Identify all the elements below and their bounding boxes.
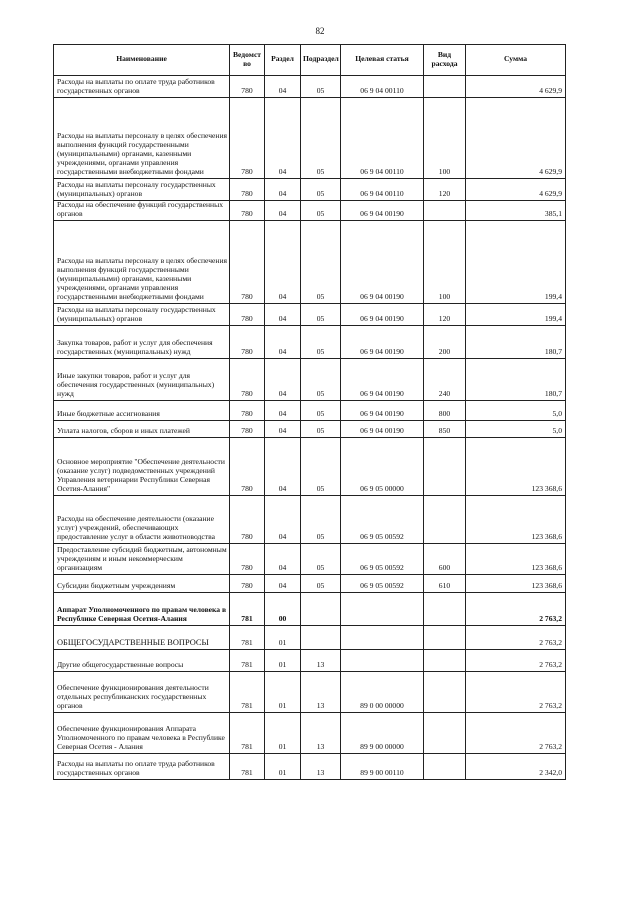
row-subsection xyxy=(301,626,341,650)
row-target-article: 06 9 04 00190 xyxy=(341,221,424,304)
row-section: 01 xyxy=(265,650,301,672)
row-name: Расходы на выплаты по оплате труда работников государственных органов xyxy=(54,76,230,98)
header-subsection: Подраздел xyxy=(301,45,341,76)
row-amount: 199,4 xyxy=(466,304,566,326)
row-subsection: 05 xyxy=(301,304,341,326)
row-subsection: 05 xyxy=(301,401,341,421)
table-header-row xyxy=(54,45,566,76)
row-target-article: 06 9 04 00190 xyxy=(341,304,424,326)
row-amount: 199,4 xyxy=(466,221,566,304)
header-target-article: Целевая статья xyxy=(341,45,424,76)
row-subsection: 13 xyxy=(301,672,341,713)
row-target-article: 06 9 04 00110 xyxy=(341,76,424,98)
row-amount: 2 763,2 xyxy=(466,672,566,713)
row-expense-type xyxy=(424,593,466,626)
row-expense-type: 610 xyxy=(424,575,466,593)
row-target-article: 06 9 05 00592 xyxy=(341,544,424,575)
row-subsection: 05 xyxy=(301,76,341,98)
table-row xyxy=(54,76,566,98)
row-target-article xyxy=(341,626,424,650)
table-row xyxy=(54,359,566,401)
row-section: 00 xyxy=(265,593,301,626)
header-amount: Сумма xyxy=(466,45,566,76)
row-section: 04 xyxy=(265,575,301,593)
row-amount: 123 368,6 xyxy=(466,438,566,496)
row-name: Аппарат Уполномоченного по правам человека в Республике Северная Осетия-Алания xyxy=(54,593,230,626)
table-row xyxy=(54,421,566,438)
row-subsection: 05 xyxy=(301,575,341,593)
row-amount: 4 629,9 xyxy=(466,98,566,179)
row-expense-type: 100 xyxy=(424,98,466,179)
row-department: 780 xyxy=(230,438,265,496)
row-section: 04 xyxy=(265,496,301,544)
row-subsection: 05 xyxy=(301,359,341,401)
row-name: Предоставление субсидий бюджетным, автономным учреждениям и иным некоммерческим организациям xyxy=(54,544,230,575)
row-expense-type: 120 xyxy=(424,304,466,326)
row-expense-type xyxy=(424,438,466,496)
row-section: 04 xyxy=(265,179,301,201)
row-target-article: 06 9 05 00000 xyxy=(341,438,424,496)
row-section: 04 xyxy=(265,98,301,179)
row-expense-type: 100 xyxy=(424,221,466,304)
row-department: 780 xyxy=(230,421,265,438)
table-row xyxy=(54,304,566,326)
row-section: 04 xyxy=(265,359,301,401)
row-subsection: 05 xyxy=(301,179,341,201)
table-row xyxy=(54,593,566,626)
row-subsection: 05 xyxy=(301,421,341,438)
row-target-article: 06 9 04 00190 xyxy=(341,421,424,438)
row-expense-type: 850 xyxy=(424,421,466,438)
row-expense-type xyxy=(424,496,466,544)
table-row xyxy=(54,650,566,672)
row-section: 04 xyxy=(265,326,301,359)
row-name: Закупка товаров, работ и услуг для обеспечения государственных (муниципальных) нужд xyxy=(54,326,230,359)
row-department: 780 xyxy=(230,76,265,98)
page-number: 82 xyxy=(315,26,325,36)
row-target-article: 06 9 04 00110 xyxy=(341,179,424,201)
row-name: ОБЩЕГОСУДАРСТВЕННЫЕ ВОПРОСЫ xyxy=(54,626,230,650)
row-section: 01 xyxy=(265,626,301,650)
row-target-article xyxy=(341,650,424,672)
row-target-article xyxy=(341,593,424,626)
row-name: Субсидии бюджетным учреждениям xyxy=(54,575,230,593)
row-expense-type: 200 xyxy=(424,326,466,359)
row-expense-type xyxy=(424,76,466,98)
row-name: Расходы на выплаты персоналу в целях обеспечения выполнения функций государственными (муниципальными) органами, казенными учреждениями, органами управления государственными внебюджетными фондами xyxy=(54,221,230,304)
header-department: Ведомст во xyxy=(230,45,265,76)
row-name: Иные закупки товаров, работ и услуг для обеспечения государственных (муниципальных) нужд xyxy=(54,359,230,401)
row-subsection: 05 xyxy=(301,496,341,544)
row-department: 781 xyxy=(230,672,265,713)
row-expense-type xyxy=(424,672,466,713)
row-name: Обеспечение функционирования Аппарата Уполномоченного по правам человека в Республике Северная Осетия - Алания xyxy=(54,713,230,754)
row-department: 780 xyxy=(230,304,265,326)
row-section: 04 xyxy=(265,401,301,421)
table-row xyxy=(54,98,566,179)
row-section: 01 xyxy=(265,713,301,754)
row-department: 780 xyxy=(230,201,265,221)
row-name: Расходы на обеспечение функций государственных органов xyxy=(54,201,230,221)
row-section: 04 xyxy=(265,201,301,221)
row-amount: 385,1 xyxy=(466,201,566,221)
row-target-article: 89 9 00 00000 xyxy=(341,713,424,754)
row-section: 01 xyxy=(265,754,301,780)
row-subsection: 05 xyxy=(301,98,341,179)
row-amount: 123 368,6 xyxy=(466,575,566,593)
row-expense-type xyxy=(424,201,466,221)
row-department: 780 xyxy=(230,544,265,575)
header-expense-type: Вид расхода xyxy=(424,45,466,76)
row-section: 04 xyxy=(265,76,301,98)
row-name: Уплата налогов, сборов и иных платежей xyxy=(54,421,230,438)
table-row xyxy=(54,713,566,754)
row-amount: 4 629,9 xyxy=(466,76,566,98)
row-name: Расходы на выплаты персоналу государственных (муниципальных) органов xyxy=(54,179,230,201)
row-department: 781 xyxy=(230,754,265,780)
header-section: Раздел xyxy=(265,45,301,76)
row-amount: 4 629,9 xyxy=(466,179,566,201)
row-amount: 2 763,2 xyxy=(466,593,566,626)
row-expense-type: 600 xyxy=(424,544,466,575)
row-subsection: 05 xyxy=(301,326,341,359)
row-expense-type xyxy=(424,626,466,650)
table-row xyxy=(54,496,566,544)
table-body xyxy=(54,76,566,780)
row-amount: 2 763,2 xyxy=(466,650,566,672)
row-subsection: 05 xyxy=(301,438,341,496)
row-target-article: 89 0 00 00000 xyxy=(341,672,424,713)
row-section: 04 xyxy=(265,438,301,496)
row-name: Расходы на обеспечение деятельности (оказание услуг) учреждений, обеспечивающих предоставление услуг в области животноводства xyxy=(54,496,230,544)
row-amount: 2 763,2 xyxy=(466,626,566,650)
row-amount: 2 763,2 xyxy=(466,713,566,754)
row-amount: 123 368,6 xyxy=(466,496,566,544)
row-amount: 5,0 xyxy=(466,421,566,438)
table-row xyxy=(54,201,566,221)
row-department: 780 xyxy=(230,179,265,201)
row-target-article: 06 9 05 00592 xyxy=(341,496,424,544)
row-subsection: 05 xyxy=(301,221,341,304)
row-name: Расходы на выплаты персоналу государственных (муниципальных) органов xyxy=(54,304,230,326)
row-amount: 123 368,6 xyxy=(466,544,566,575)
table-row xyxy=(54,401,566,421)
table-row xyxy=(54,575,566,593)
row-amount: 180,7 xyxy=(466,359,566,401)
row-target-article: 06 9 04 00110 xyxy=(341,98,424,179)
table-row xyxy=(54,326,566,359)
table-row xyxy=(54,179,566,201)
row-name: Основное мероприятие "Обеспечение деятельности (оказание услуг) подведомственных учреждений Управления ветеринарии Республики Северная Осетия-Алания" xyxy=(54,438,230,496)
row-section: 04 xyxy=(265,544,301,575)
budget-table xyxy=(53,44,566,780)
row-department: 781 xyxy=(230,650,265,672)
row-target-article: 06 9 04 00190 xyxy=(341,201,424,221)
row-section: 04 xyxy=(265,421,301,438)
row-department: 780 xyxy=(230,326,265,359)
row-expense-type xyxy=(424,713,466,754)
table-row xyxy=(54,438,566,496)
row-section: 04 xyxy=(265,221,301,304)
row-target-article: 06 9 04 00190 xyxy=(341,326,424,359)
table-row xyxy=(54,626,566,650)
row-department: 781 xyxy=(230,593,265,626)
header-name: Наименование xyxy=(54,45,230,76)
row-subsection: 13 xyxy=(301,713,341,754)
row-name: Иные бюджетные ассигнования xyxy=(54,401,230,421)
row-amount: 2 342,0 xyxy=(466,754,566,780)
table-row xyxy=(54,672,566,713)
row-subsection: 05 xyxy=(301,544,341,575)
table-row xyxy=(54,544,566,575)
row-name: Обеспечение функционирования деятельности отдельных республиканских государственных органов xyxy=(54,672,230,713)
row-department: 780 xyxy=(230,401,265,421)
row-department: 781 xyxy=(230,626,265,650)
row-department: 780 xyxy=(230,575,265,593)
row-target-article: 89 9 00 00110 xyxy=(341,754,424,780)
row-amount: 180,7 xyxy=(466,326,566,359)
row-department: 781 xyxy=(230,713,265,754)
row-expense-type: 800 xyxy=(424,401,466,421)
row-target-article: 06 9 04 00190 xyxy=(341,401,424,421)
row-name: Другие общегосударственные вопросы xyxy=(54,650,230,672)
row-section: 04 xyxy=(265,304,301,326)
row-department: 780 xyxy=(230,496,265,544)
row-subsection: 13 xyxy=(301,650,341,672)
table-row xyxy=(54,221,566,304)
row-expense-type: 240 xyxy=(424,359,466,401)
row-section: 01 xyxy=(265,672,301,713)
row-name: Расходы на выплаты персоналу в целях обеспечения выполнения функций государственными (муниципальными) органами, казенными учреждениями, органами управления государственными внебюджетными фондами xyxy=(54,98,230,179)
row-target-article: 06 9 04 00190 xyxy=(341,359,424,401)
row-expense-type xyxy=(424,754,466,780)
row-department: 780 xyxy=(230,359,265,401)
row-name: Расходы на выплаты по оплате труда работников государственных органов xyxy=(54,754,230,780)
row-subsection: 05 xyxy=(301,201,341,221)
table-row xyxy=(54,754,566,780)
row-department: 780 xyxy=(230,221,265,304)
row-department: 780 xyxy=(230,98,265,179)
row-amount: 5,0 xyxy=(466,401,566,421)
row-subsection: 13 xyxy=(301,754,341,780)
row-expense-type xyxy=(424,650,466,672)
row-expense-type: 120 xyxy=(424,179,466,201)
row-subsection xyxy=(301,593,341,626)
row-target-article: 06 9 05 00592 xyxy=(341,575,424,593)
